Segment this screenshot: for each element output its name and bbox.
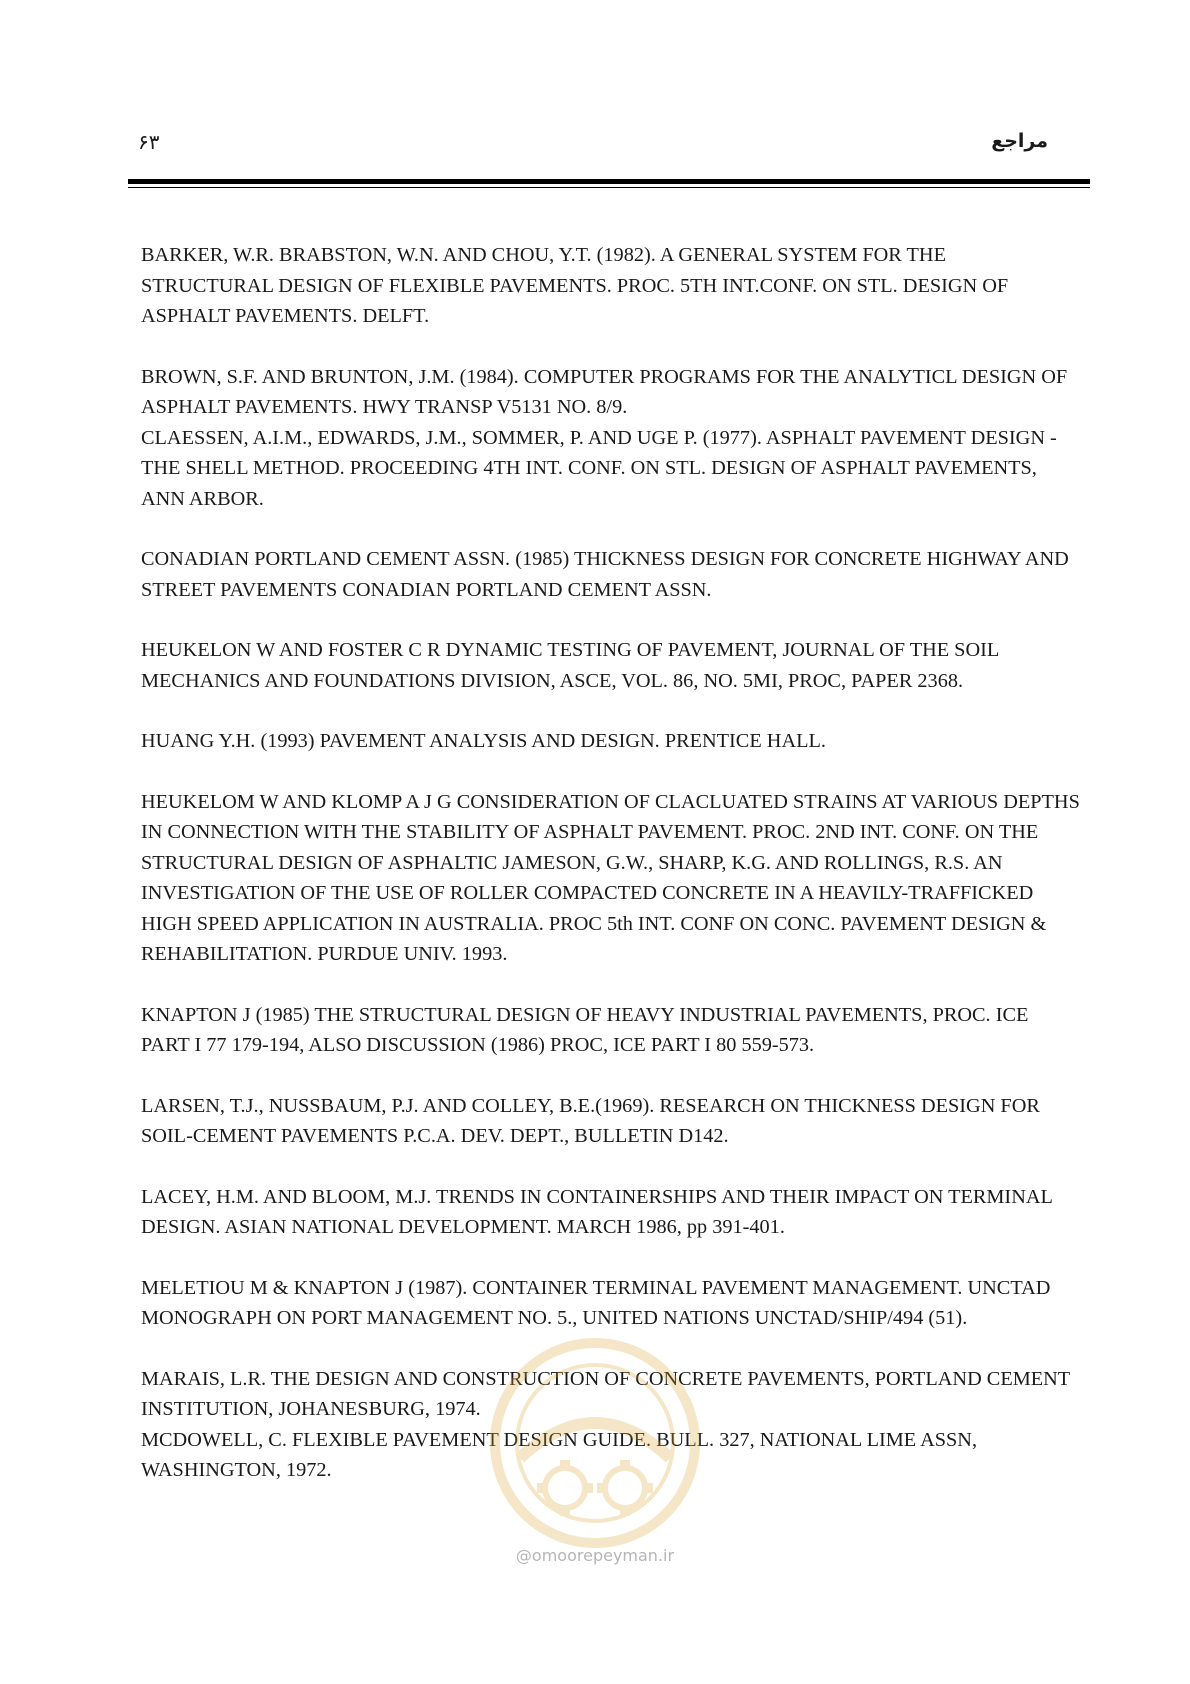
reference-item: LARSEN, T.J., NUSSBAUM, P.J. AND COLLEY, B.E.(1969). RESEARCH ON THICKNESS DESIGN FOR SOIL-CEMENT PAVEMENTS P.C.A. DEV. DEPT., BULLETIN D142. — [141, 1094, 1040, 1147]
header-rule-thin — [128, 187, 1090, 188]
reference-item: BROWN, S.F. AND BRUNTON, J.M. (1984). COMPUTER PROGRAMS FOR THE ANALYTICL DESIGN OF ASPHALT PAVEMENTS. HWY TRANSP V5131 NO. 8/9. — [141, 365, 1068, 418]
reference-item: HEUKELOM W AND KLOMP A J G CONSIDERATION OF CLACLUATED STRAINS AT VARIOUS DEPTHS IN CONNECTION WITH THE STABILITY OF ASPHALT PAVEMENT. PROC. 2ND INT. CONF. ON THE STRUCTURAL DESIGN OF ASPHALTIC JAMESON, G.W., SHARP, K.G. AND ROLLINGS, R.S. AN INVESTIGATION OF THE USE OF ROLLER COMPACTED CONCRETE IN A HEAVILY-TRAFFICKED HIGH SPEED APPLICATION IN AUSTRALIA. PROC 5th INT. CONF ON CONC. PAVEMENT DESIGN & REHABILITATION. PURDUE UNIV. 1993. — [141, 790, 1080, 965]
reference-item: MARAIS, L.R. THE DESIGN AND CONSTRUCTION OF CONCRETE PAVEMENTS, PORTLAND CEMENT INSTITUTION, JOHANESBURG, 1974. — [141, 1367, 1070, 1420]
reference-item: CLAESSEN, A.I.M., EDWARDS, J.M., SOMMER, P. AND UGE P. (1977). ASPHALT PAVEMENT DESIGN - THE SHELL METHOD. PROCEEDING 4TH INT. CONF. ON STL. DESIGN OF ASPHALT PAVEMENTS, ANN ARBOR. — [141, 426, 1057, 510]
reference-item: MELETIOU M & KNAPTON J (1987). CONTAINER TERMINAL PAVEMENT MANAGEMENT. UNCTAD MONOGRAPH ON PORT MANAGEMENT NO. 5., UNITED NATIONS UNCTAD/SHIP/494 (51). — [141, 1276, 1051, 1329]
reference-item: KNAPTON J (1985) THE STRUCTURAL DESIGN OF HEAVY INDUSTRIAL PAVEMENTS, PROC. ICE PART I 77 179-194, ALSO DISCUSSION (1986) PROC, ICE PART I 80 559-573. — [141, 1003, 1029, 1056]
reference-item: HUANG Y.H. (1993) PAVEMENT ANALYSIS AND DESIGN. PRENTICE HALL. — [141, 730, 826, 752]
page-header — [128, 128, 1048, 168]
header-rule-thick — [128, 179, 1090, 184]
reference-item: MCDOWELL, C. FLEXIBLE PAVEMENT DESIGN GUIDE. BULL. 327, NATIONAL LIME ASSN, WASHINGTON, 1972. — [141, 1428, 978, 1481]
reference-list — [141, 240, 1081, 1516]
page-number: ۶۳ — [138, 130, 160, 154]
reference-item: BARKER, W.R. BRABSTON, W.N. AND CHOU, Y.T. (1982). A GENERAL SYSTEM FOR THE STRUCTURAL DESIGN OF FLEXIBLE PAVEMENTS. PROC. 5TH INT.CONF. ON STL. DESIGN OF ASPHALT PAVEMENTS. DELFT. — [141, 244, 1009, 327]
watermark-text: @omoorepeyman.ir — [515, 1546, 675, 1565]
reference-item: CONADIAN PORTLAND CEMENT ASSN. (1985) THICKNESS DESIGN FOR CONCRETE HIGHWAY AND STREET PAVEMENTS CONADIAN PORTLAND CEMENT ASSN. — [141, 548, 1069, 601]
reference-item: LACEY, H.M. AND BLOOM, M.J. TRENDS IN CONTAINERSHIPS AND THEIR IMPACT ON TERMINAL DESIGN. ASIAN NATIONAL DEVELOPMENT. MARCH 1986, pp 391-401. — [141, 1185, 1053, 1238]
section-title: مراجع — [991, 130, 1048, 152]
reference-item: HEUKELON W AND FOSTER C R DYNAMIC TESTING OF PAVEMENT, JOURNAL OF THE SOIL MECHANICS AND FOUNDATIONS DIVISION, ASCE, VOL. 86, NO. 5MI, PROC, PAPER 2368. — [141, 639, 999, 692]
